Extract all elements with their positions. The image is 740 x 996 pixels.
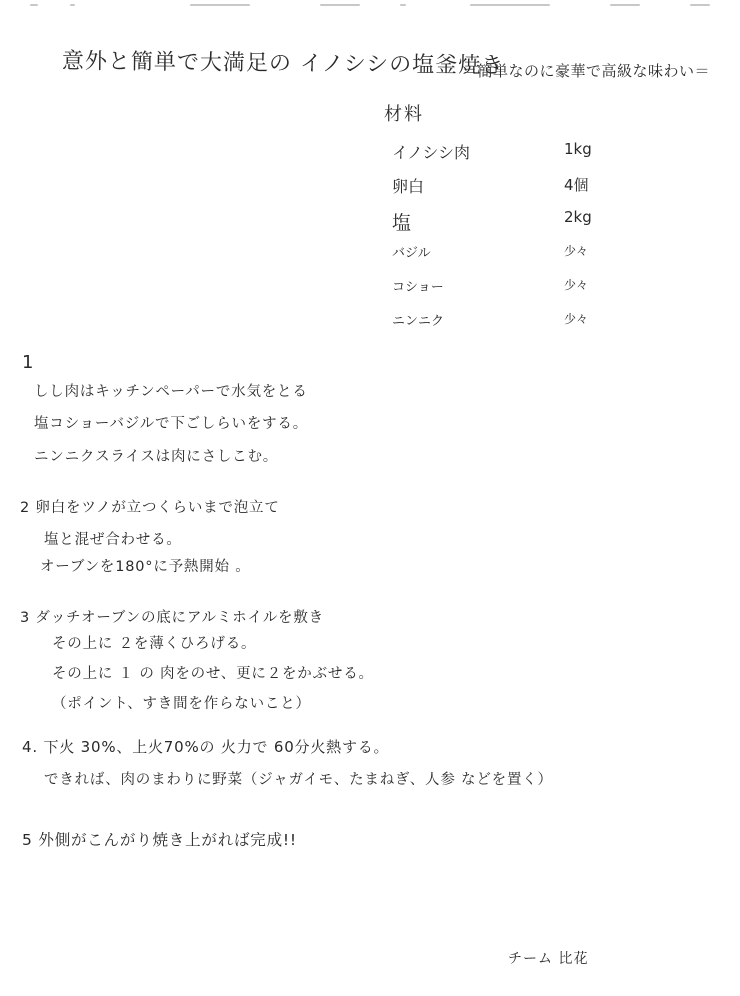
step-4-line: 4. 下火 30%、上火70%の 火力で 60分火熱する。: [22, 738, 390, 756]
ingredient-row: [392, 170, 622, 204]
step-1-line: 塩コショーバジルで下ごしらいをする。: [34, 416, 309, 432]
scan-speck: [30, 4, 38, 6]
ingredient-qty: 2kg: [564, 208, 592, 226]
ingredient-qty: 少々: [564, 278, 589, 292]
step-1-line: ニンニクスライスは肉にさしこむ。: [34, 449, 279, 465]
ingredient-row: [392, 136, 622, 170]
ingredient-name: バジル: [392, 246, 431, 261]
ingredient-name: 卵白: [392, 177, 425, 196]
scan-speck: [70, 4, 75, 6]
step-2-line: 2 卵白をツノが立つくらいまで泡立て: [20, 500, 280, 516]
scan-artifact-header: [0, 0, 740, 14]
ingredient-name: 塩: [392, 212, 412, 234]
step-3-line: その上に １ の 肉をのせ、更に２をかぶせる。: [52, 666, 374, 682]
ingredient-qty: 1kg: [564, 140, 592, 158]
ingredients-header: 材料: [384, 104, 424, 125]
ingredient-qty: 少々: [564, 244, 589, 258]
ingredient-name: コショー: [392, 280, 444, 295]
scan-speck: [190, 4, 250, 6]
ingredient-name: ニンニク: [392, 314, 445, 329]
step-1-number: 1: [22, 352, 34, 373]
scan-speck: [690, 4, 710, 6]
ingredient-row: [392, 272, 622, 306]
step-3-line: （ポイント、すき間を作らないこと）: [52, 696, 311, 712]
step-3-line: その上に ２を薄くひろげる。: [52, 636, 257, 652]
scan-speck: [320, 4, 360, 6]
recipe-title: 意外と簡単で大満足の イノシシの塩釜焼き: [61, 49, 505, 79]
ingredient-row: [392, 238, 622, 272]
step-3-line: 3 ダッチオーブンの底にアルミホイルを敷き: [20, 610, 324, 626]
ingredient-qty: 少々: [564, 312, 589, 326]
ingredient-row: [392, 306, 622, 340]
step-5-line: 5 外側がこんがり焼き上がれば完成!!: [22, 831, 297, 849]
ingredient-qty: 4個: [564, 176, 589, 194]
team-signature: チーム 比花: [508, 951, 589, 967]
scan-speck: [610, 4, 640, 6]
step-4-line: できれば、肉のまわりに野菜（ジャガイモ、たまねぎ、人参 などを置く）: [44, 772, 553, 788]
scan-speck: [400, 4, 406, 6]
step-1-line: しし肉はキッチンペーパーで水気をとる: [34, 384, 308, 400]
step-2-line: オーブンを180°に予熱開始 。: [40, 559, 251, 575]
recipe-subtitle: ＝簡単なのに豪華で高級な味わい＝: [462, 62, 711, 80]
scan-speck: [470, 4, 550, 6]
ingredient-row: [392, 204, 622, 238]
step-2-line: 塩と混ぜ合わせる。: [44, 532, 182, 548]
ingredients-list: [392, 136, 622, 340]
ingredient-name: イノシシ肉: [392, 143, 471, 162]
